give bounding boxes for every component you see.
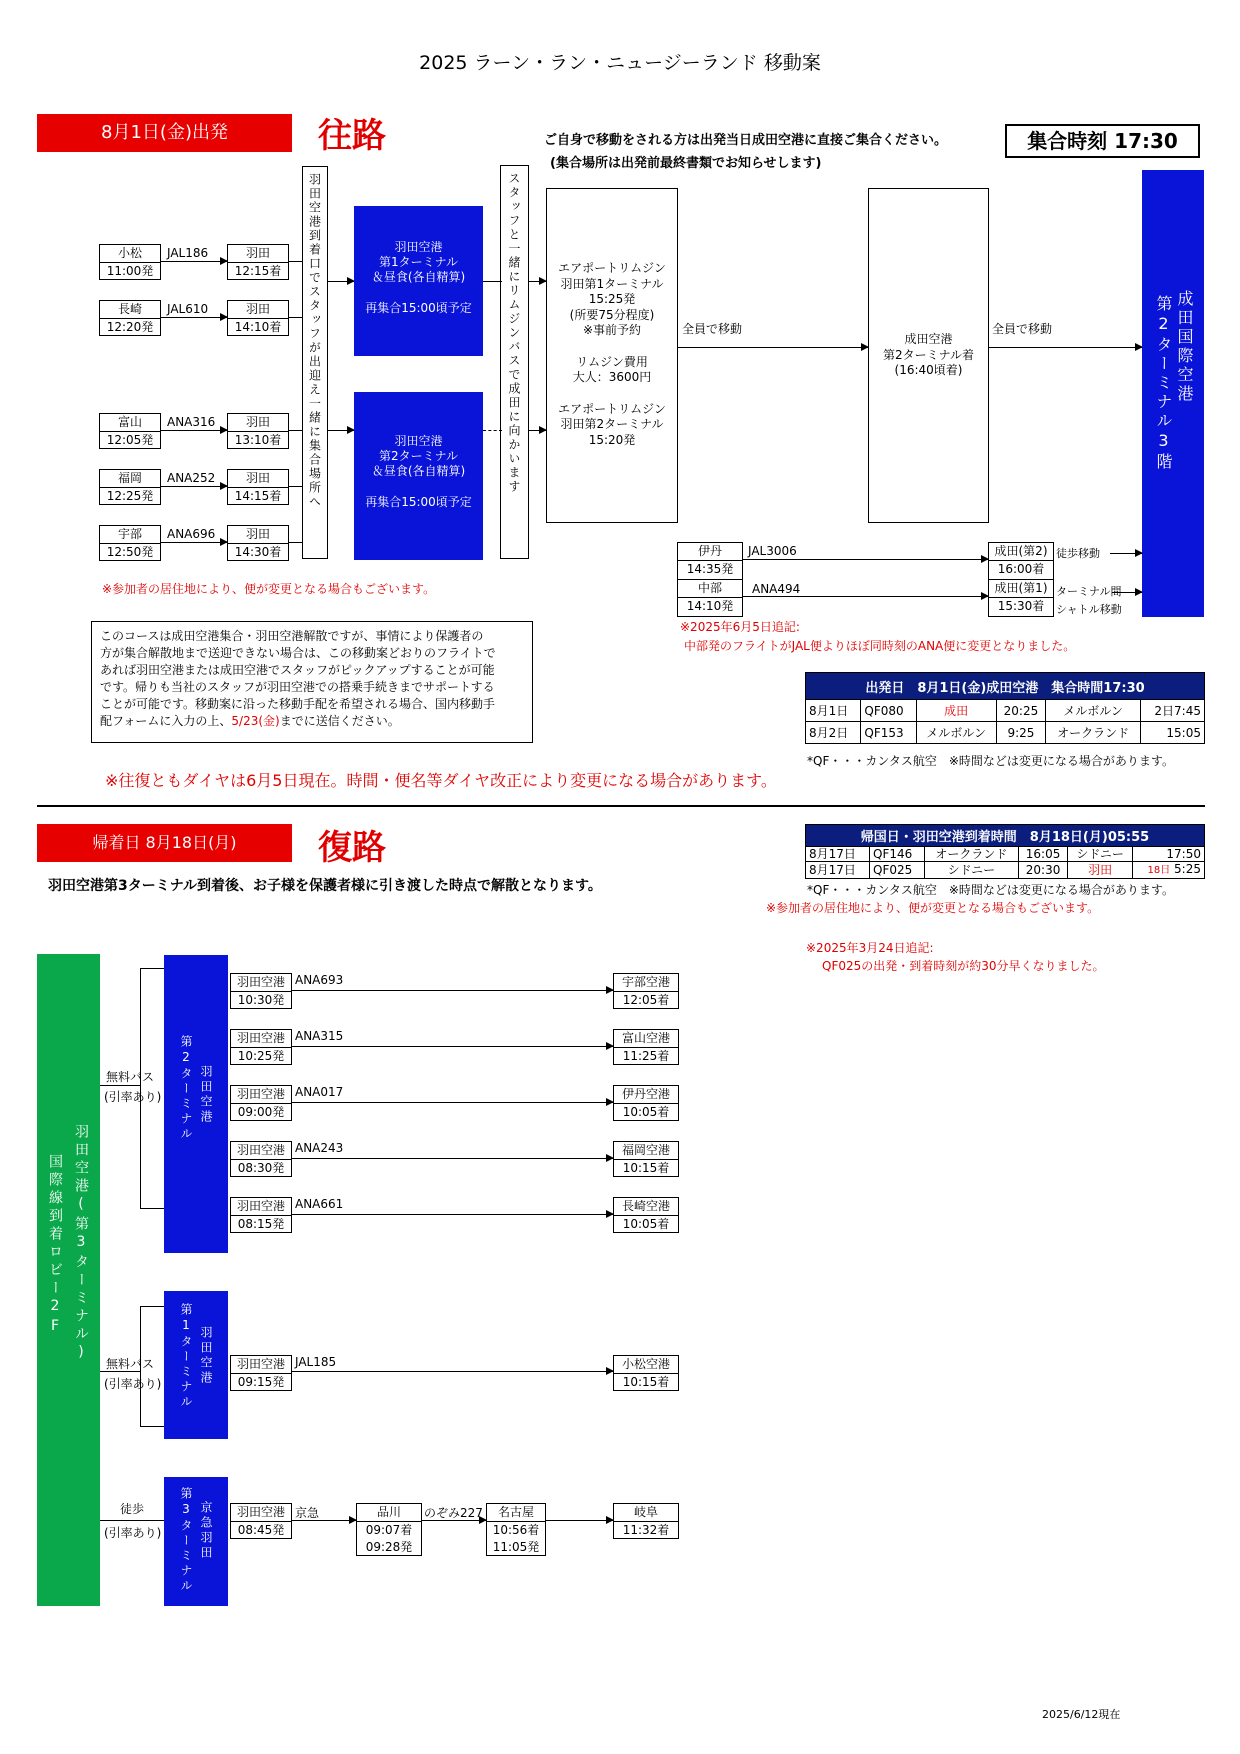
t1-to: 小松空港 [614, 1356, 678, 1374]
arrival-name: 羽田 [228, 414, 288, 432]
arrival-time: 14:10着 [234, 320, 282, 334]
origin-name: 小松 [100, 245, 160, 263]
course-note-box [91, 621, 533, 743]
arrival-time: 14:30着 [234, 545, 282, 559]
outbound-residence-note: ※参加者の居住地により、便が変更となる場合もございます。 [102, 582, 436, 596]
cell: 8月2日 [806, 722, 861, 744]
t3-vertical-1: 京急羽田 [199, 1501, 213, 1561]
t1-dep: 09:15発 [237, 1375, 285, 1389]
t1-departure-cell [230, 1355, 292, 1391]
t2-arr: 10:05着 [622, 1217, 670, 1231]
return-t1-column [164, 1291, 228, 1439]
t2-flight-no: ANA243 [295, 1141, 344, 1155]
return-schedule-header: 帰国日・羽田空港到着時間 8月18日(月)05:55 [806, 825, 1205, 847]
flight-number: ANA252 [167, 471, 216, 485]
origin-cell [99, 244, 161, 280]
origin-dep: 12:25発 [106, 489, 154, 503]
origin-dep: 12:20発 [106, 320, 154, 334]
chubu-transfer-note-2: シャトル移動 [1056, 603, 1122, 616]
course-note-6: 配フォームに入力の上、 [100, 714, 232, 728]
return-residence-note: ※参加者の居住地により、便が変更となる場合もございます。 [766, 901, 1100, 915]
t1-l1: 羽田空港 [394, 240, 443, 254]
return-date-banner: 帰着日 8月18日(月) [37, 824, 292, 862]
origin-name: 長崎 [100, 301, 160, 319]
haneda-t2-box [354, 392, 483, 560]
t2-to: 宇部空港 [614, 974, 678, 992]
cell: メルボルン [1046, 700, 1141, 722]
outbound-schedule-note: *QF・・・カンタス航空 ※時間などは変更になる場合があります。 [807, 754, 1174, 768]
itami-arrival [988, 542, 1054, 580]
return-addendum-2: QF025の出発・到着時刻が約30分早くなりました。 [822, 959, 1105, 973]
t2-l1: 羽田空港 [394, 434, 443, 448]
cell: 2日7:45 [1140, 700, 1204, 722]
t2-arr: 10:05着 [622, 1105, 670, 1119]
flight-number: ANA696 [167, 527, 216, 541]
chubu-flight: ANA494 [752, 582, 801, 596]
return-t3-column [164, 1477, 228, 1606]
rail-station-2 [486, 1503, 546, 1556]
origin-dep: 12:50発 [106, 545, 154, 559]
chubu-origin-name: 中部 [678, 580, 742, 598]
return-t2-column [164, 955, 228, 1253]
t2-arrival-cell [613, 973, 679, 1009]
cell: オークランド [1046, 722, 1141, 744]
cell: QF025 [870, 862, 925, 879]
cell: 8月17日 [806, 862, 870, 879]
t1-from: 羽田空港 [231, 1356, 291, 1374]
t2-dep: 08:15発 [237, 1217, 285, 1231]
t2-l2: 第2ターミナル [378, 449, 459, 463]
cell: 5:25 [1174, 862, 1201, 876]
arrival-name: 羽田 [228, 301, 288, 319]
t2-from: 羽田空港 [231, 1142, 291, 1160]
t2-arr: 12:05着 [622, 993, 670, 1007]
t2-l4: 再集合15:00頃予定 [365, 495, 472, 509]
itami-arr-name: 成田(第2) [989, 543, 1053, 561]
t2-flight-no: ANA693 [295, 973, 344, 987]
t1-vertical-2: 第1ターミナル [179, 1303, 193, 1410]
chubu-arrival [988, 579, 1054, 617]
course-note-deadline: 5/23(金) [231, 714, 280, 728]
itami-arr: 16:00着 [997, 562, 1045, 576]
t2-from: 羽田空港 [231, 1030, 291, 1048]
cell: 羽田 [1068, 862, 1133, 879]
t3-vertical-2: 第3ターミナル [179, 1487, 193, 1594]
rail-s3-arr: 11:32着 [622, 1523, 670, 1537]
walk-label: 徒歩 [120, 1502, 145, 1516]
origin-cell [99, 300, 161, 336]
course-note-tail: までに送信ください。 [279, 714, 400, 728]
flight-number: JAL186 [167, 246, 209, 260]
course-note-2: 方が集合解散地まで送迎できない場合は、この移動案どおりのフライトで [100, 646, 496, 660]
t2-flight-no: ANA315 [295, 1029, 344, 1043]
cell: 17:50 [1133, 847, 1205, 862]
rail-line: 京急 [295, 1506, 320, 1520]
cell: QF080 [861, 700, 916, 722]
t1-l3: ＆昼食(各自精算) [371, 270, 466, 284]
t1-arrival-cell [613, 1355, 679, 1391]
arrival-name: 羽田 [228, 526, 288, 544]
arrival-time: 12:15着 [234, 264, 282, 278]
cell: QF146 [870, 847, 925, 862]
t2-departure-cell [230, 1085, 292, 1121]
t2-dep: 08:30発 [237, 1161, 285, 1175]
narita-terminal-label-2: 第2ターミナル3階 [1154, 295, 1173, 472]
narita-l1: 成田空港 [904, 332, 953, 346]
outbound-schedule-header: 出発日 8月1日(金)成田空港 集合時間17:30 [806, 673, 1205, 700]
t1-flight-no: JAL185 [295, 1355, 337, 1369]
outbound-addendum-1: ※2025年6月5日追記: [680, 620, 800, 634]
origin-dep: 11:00発 [106, 264, 154, 278]
rail-s2-dep: 11:05発 [492, 1540, 540, 1554]
table-row [806, 847, 1205, 862]
t1-l2: 第1ターミナル [378, 255, 459, 269]
t2-arr: 10:15着 [622, 1161, 670, 1175]
chubu-arr: 15:30着 [997, 599, 1045, 613]
t2-to: 富山空港 [614, 1030, 678, 1048]
t2-vertical-1: 羽田空港 [199, 1065, 213, 1125]
cell: QF153 [861, 722, 916, 744]
t2-l3: ＆昼食(各自精算) [371, 464, 466, 478]
origin-dep: 12:05発 [106, 433, 154, 447]
t2-to: 福岡空港 [614, 1142, 678, 1160]
t2-arrival-cell [613, 1197, 679, 1233]
cell: 20:25 [996, 700, 1046, 722]
rail-departure-cell [230, 1503, 292, 1539]
arr-day: 18日 [1147, 865, 1171, 876]
staff-meet-label: 羽田空港到着口でスタッフが出迎え一緒に集合場所へ [307, 173, 322, 509]
itami-flight: JAL3006 [748, 544, 797, 558]
rail-station-1 [356, 1503, 422, 1556]
itami-transfer-note: 徒歩移動 [1056, 547, 1100, 560]
course-note-3: あれば羽田空港または成田空港でスタッフがピックアップすることが可能 [100, 663, 495, 677]
rail-s1: 品川 [357, 1504, 421, 1522]
t2-dep: 10:30発 [237, 993, 285, 1007]
t2-arrival-cell [613, 1029, 679, 1065]
arrival-lobby-label-2: 国際線到着ロビー2F [47, 1154, 63, 1338]
narita-terminal-label-1: 成田国際空港 [1175, 290, 1194, 404]
arrival-time: 14:15着 [234, 489, 282, 503]
arrival-lobby-column [37, 954, 100, 1606]
t2-from: 羽田空港 [231, 1198, 291, 1216]
limo-bus-label: スタッフと一緒にリムジンバスで成田に向かいます [507, 172, 521, 494]
cell: メルボルン [916, 722, 996, 744]
t2-from: 羽田空港 [231, 974, 291, 992]
cell: 20:30 [1018, 862, 1067, 879]
rail-from: 羽田空港 [231, 1504, 291, 1522]
course-note-1: このコースは成田空港集合・羽田空港解散ですが、事情により保護者の [100, 629, 484, 643]
return-schedule-note: *QF・・・カンタス航空 ※時間などは変更になる場合があります。 [807, 883, 1174, 897]
t2-from: 羽田空港 [231, 1086, 291, 1104]
chubu-arr-name: 成田(第1) [989, 580, 1053, 598]
return-heading: 復路 [318, 828, 386, 868]
origin-cell [99, 525, 161, 561]
table-row [806, 722, 1205, 744]
limo-l7: 大人：3600円 [572, 370, 652, 384]
itami-origin [677, 542, 743, 580]
haneda-arrival-cell [227, 300, 289, 336]
rail-s1-dep: 09:28発 [365, 1540, 413, 1554]
t2-arr: 11:25着 [622, 1049, 670, 1063]
rail-station-3 [613, 1503, 679, 1539]
t2-departure-cell [230, 1141, 292, 1177]
escort-label-t3: (引率あり) [104, 1526, 162, 1540]
limo-l10: 15:20発 [588, 432, 636, 447]
footer-date: 2025/6/12現在 [1042, 1708, 1121, 1721]
rail-dep: 08:45発 [237, 1523, 285, 1537]
rail-train: のぞみ227 [424, 1506, 483, 1520]
rail-s1-arr: 09:07着 [365, 1523, 413, 1537]
table-row [806, 700, 1205, 722]
all-move-label-1: 全員で移動 [682, 322, 743, 336]
section-divider [37, 805, 1205, 807]
origin-name: 福岡 [100, 470, 160, 488]
narita-arrival-box [868, 188, 989, 523]
limo-l6: リムジン費用 [576, 354, 648, 369]
arrival-time: 13:10着 [234, 433, 282, 447]
narita-terminal-column [1142, 170, 1204, 617]
bus-label-t1: 無料バス [106, 1357, 155, 1371]
cell: 8月17日 [806, 847, 870, 862]
return-addendum-1: ※2025年3月24日追記: [806, 941, 934, 955]
haneda-t1-box [354, 206, 483, 356]
escort-label-t2: (引率あり) [104, 1090, 162, 1104]
limo-l9: 羽田第2ターミナル [560, 417, 664, 431]
flight-number: JAL610 [167, 302, 209, 316]
haneda-arrival-cell [227, 413, 289, 449]
escort-label-t1: (引率あり) [104, 1377, 162, 1391]
haneda-arrival-cell [227, 244, 289, 280]
outbound-heading: 往路 [318, 116, 386, 156]
limo-box [546, 188, 678, 523]
outbound-addendum-2: 中部発のフライトがJAL便よりほぼ同時刻のANA便に変更となりました。 [684, 639, 1076, 653]
narita-l2: 第2ターミナル着 [882, 347, 975, 362]
origin-name: 富山 [100, 414, 160, 432]
flight-number: ANA316 [167, 415, 216, 429]
limo-bus-box [500, 165, 529, 559]
chubu-dep: 14:10発 [686, 599, 734, 613]
rail-s2-arr: 10:56着 [492, 1523, 540, 1537]
t2-arrival-cell [613, 1141, 679, 1177]
rail-s2: 名古屋 [487, 1504, 545, 1522]
cell: 成田 [916, 700, 996, 722]
staff-meet-box [302, 166, 328, 559]
all-move-label-2: 全員で移動 [992, 322, 1053, 336]
bus-label-t2: 無料バス [106, 1070, 155, 1084]
cell: シドニー [1068, 847, 1133, 862]
table-row [806, 862, 1205, 879]
cell: 9:25 [996, 722, 1046, 744]
chubu-transfer-note-1: ターミナル間 [1056, 585, 1122, 598]
narita-l3: (16:40頃着) [894, 363, 963, 377]
t2-to: 長崎空港 [614, 1198, 678, 1216]
cell: オークランド [924, 847, 1018, 862]
t1-l4: 再集合15:00頃予定 [365, 301, 472, 315]
cell: 8月1日 [806, 700, 861, 722]
meeting-time-box: 集合時刻 17:30 [1005, 124, 1200, 158]
meeting-place-note: (集合場所は出発前最終書類でお知らせします) [550, 156, 822, 171]
chubu-origin [677, 579, 743, 617]
t2-vertical-2: 第2ターミナル [179, 1035, 193, 1142]
page-title: 2025 ラーン・ラン・ニュージーランド 移動案 [419, 52, 821, 74]
cell: シドニー [924, 862, 1018, 879]
t2-flight-no: ANA661 [295, 1197, 344, 1211]
outbound-date-banner: 8月1日(金)出発 [37, 114, 292, 152]
course-note-5: ことが可能です。移動案に沿った移動手配を希望される場合、国内移動手 [100, 697, 496, 711]
cell: 15:05 [1140, 722, 1204, 744]
t2-departure-cell [230, 1197, 292, 1233]
t2-departure-cell [230, 973, 292, 1009]
t1-arr: 10:15着 [622, 1375, 670, 1389]
limo-l3: 15:25発 [588, 292, 636, 306]
t2-flight-no: ANA017 [295, 1085, 344, 1099]
t1-vertical-1: 羽田空港 [199, 1326, 213, 1386]
outbound-schedule-table [805, 672, 1205, 744]
haneda-arrival-cell [227, 525, 289, 561]
haneda-arrival-cell [227, 469, 289, 505]
return-schedule-table [805, 824, 1205, 879]
limo-l2: 羽田第1ターミナル [560, 276, 664, 291]
cell: 16:05 [1018, 847, 1067, 862]
itami-dep: 14:35発 [686, 562, 734, 576]
itami-origin-name: 伊丹 [678, 543, 742, 561]
dismissal-note: 羽田空港第3ターミナル到着後、お子様を保護者様に引き渡した時点で解散となります。 [48, 878, 602, 894]
t2-departure-cell [230, 1029, 292, 1065]
rail-s3: 岐阜 [614, 1504, 678, 1522]
self-travel-note: ご自身で移動をされる方は出発当日成田空港に直接ご集合ください。 [544, 133, 948, 148]
origin-name: 宇部 [100, 526, 160, 544]
origin-cell [99, 413, 161, 449]
t2-dep: 09:00発 [237, 1105, 285, 1119]
limo-l4: (所要75分程度) [569, 307, 655, 322]
limo-l8: エアポートリムジン [558, 401, 666, 416]
limo-l1: エアポートリムジン [558, 261, 666, 275]
course-note-4: です。帰りも当社のスタッフが羽田空港での搭乗手続きまでサポートする [100, 680, 495, 694]
t2-dep: 10:25発 [237, 1049, 285, 1063]
arrival-lobby-label-1: 羽田空港(第3ターミナル) [73, 1124, 89, 1364]
diagram-note: ※往復ともダイヤは6月5日現在。時間・便名等ダイヤ改正により変更になる場合があります。 [105, 771, 777, 790]
arrival-name: 羽田 [228, 470, 288, 488]
t2-arrival-cell [613, 1085, 679, 1121]
arrival-name: 羽田 [228, 245, 288, 263]
origin-cell [99, 469, 161, 505]
limo-l5: ※事前予約 [582, 323, 642, 337]
t2-to: 伊丹空港 [614, 1086, 678, 1104]
